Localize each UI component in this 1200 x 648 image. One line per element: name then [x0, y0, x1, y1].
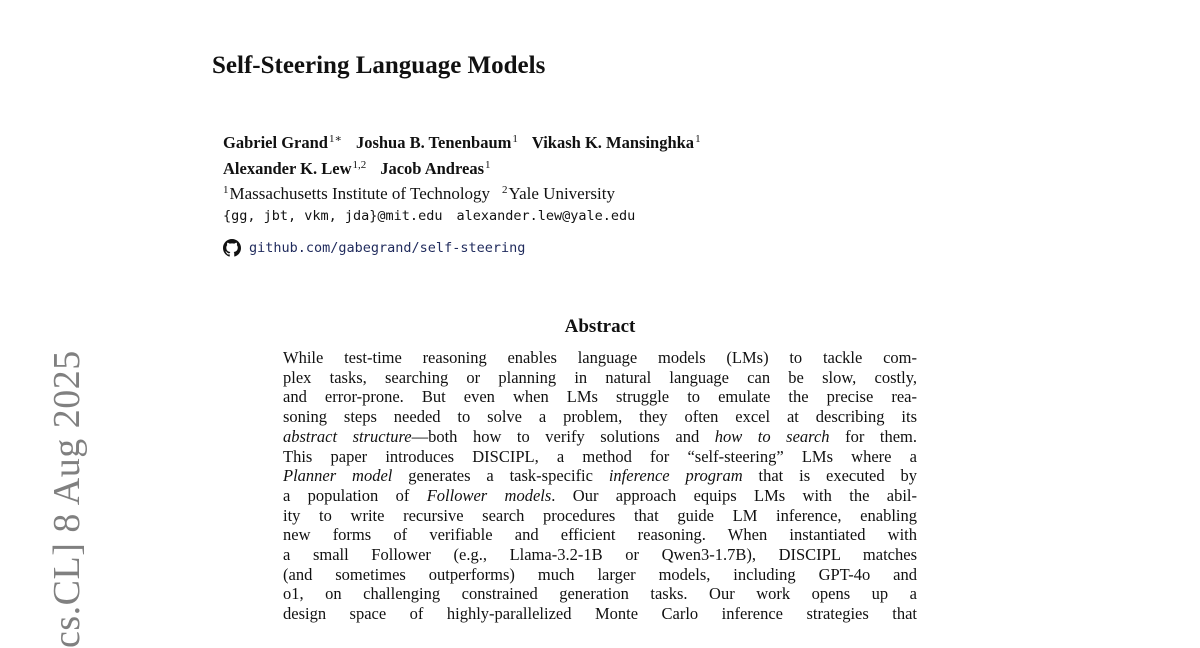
- author-emails: [223, 208, 635, 224]
- author-name: Jacob Andreas$^1$: [380, 159, 491, 178]
- affiliation-marker: 1: [512, 133, 518, 145]
- affiliation-marker: 1: [485, 159, 491, 171]
- abstract-line: plex tasks, searching or planning in natural language can be slow, costly,: [283, 367, 917, 387]
- abstract-line: soning steps needed to solve a problem, they often excel at describing its: [283, 407, 917, 427]
- abstract-line: new forms of verifiable and efficient reasoning. When instantiated with: [283, 525, 917, 545]
- arxiv-stamp-text: cs.CL] 8 Aug 2025: [46, 350, 88, 648]
- repo-link[interactable]: [223, 239, 525, 257]
- author-row: [223, 154, 715, 180]
- author-name: Vikash K. Mansinghka$^1$: [531, 133, 701, 152]
- author-list: [223, 128, 715, 180]
- abstract-line: This paper introduces DISCIPL, a method for “self-steering” LMs where a: [283, 446, 917, 466]
- abstract-line: (and sometimes outperforms) much larger models, including GPT-4o and: [283, 564, 917, 584]
- abstract-line: Planner model generates a task-specific inference program that is executed by: [283, 466, 917, 486]
- github-icon: [223, 239, 241, 257]
- affiliation: $^2$Yale University: [502, 184, 615, 203]
- author-row: [223, 128, 715, 154]
- author-name: Gabriel Grand$^{1∗}$: [223, 133, 342, 152]
- abstract-line: abstract structure—both how to verify solutions and how to search for them.: [283, 426, 917, 446]
- abstract-line: o1, on challenging constrained generation tasks. Our work opens up a: [283, 584, 917, 604]
- repo-url[interactable]: github.com/gabegrand/self-steering: [249, 240, 526, 256]
- email-address: {gg, jbt, vkm, jda}@mit.edu: [223, 208, 443, 224]
- affiliations: [223, 184, 627, 204]
- paper-title: Self-Steering Language Models: [212, 52, 546, 79]
- affiliation-marker: 1,2: [352, 159, 367, 171]
- arxiv-sidebar-stamp: [20, 338, 88, 648]
- author-name: Joshua B. Tenenbaum$^1$: [355, 133, 518, 152]
- abstract-line: and error-prone. But even when LMs struggle to emulate the precise rea-: [283, 387, 917, 407]
- abstract-body: [283, 348, 917, 624]
- affiliation-marker: 1: [695, 133, 701, 145]
- abstract-line: a small Follower (e.g., Llama-3.2-1B or Qwen3-1.7B), DISCIPL matches: [283, 545, 917, 565]
- abstract-line: ity to write recursive search procedures that guide LM inference, enabling: [283, 505, 917, 525]
- author-name: Alexander K. Lew$^{1,2}$: [223, 159, 367, 178]
- abstract-heading: Abstract: [564, 316, 636, 337]
- affiliation: $^1$Massachusetts Institute of Technology: [223, 184, 491, 203]
- abstract-line: a population of Follower models. Our approach equips LMs with the abil-: [283, 485, 917, 505]
- email-address: alexander.lew@yale.edu: [456, 208, 636, 224]
- affiliation-marker: 1∗: [328, 133, 342, 145]
- abstract-line: design space of highly-parallelized Monte Carlo inference strategies that: [283, 604, 917, 624]
- abstract-line: While test-time reasoning enables language models (LMs) to tackle com-: [283, 348, 917, 367]
